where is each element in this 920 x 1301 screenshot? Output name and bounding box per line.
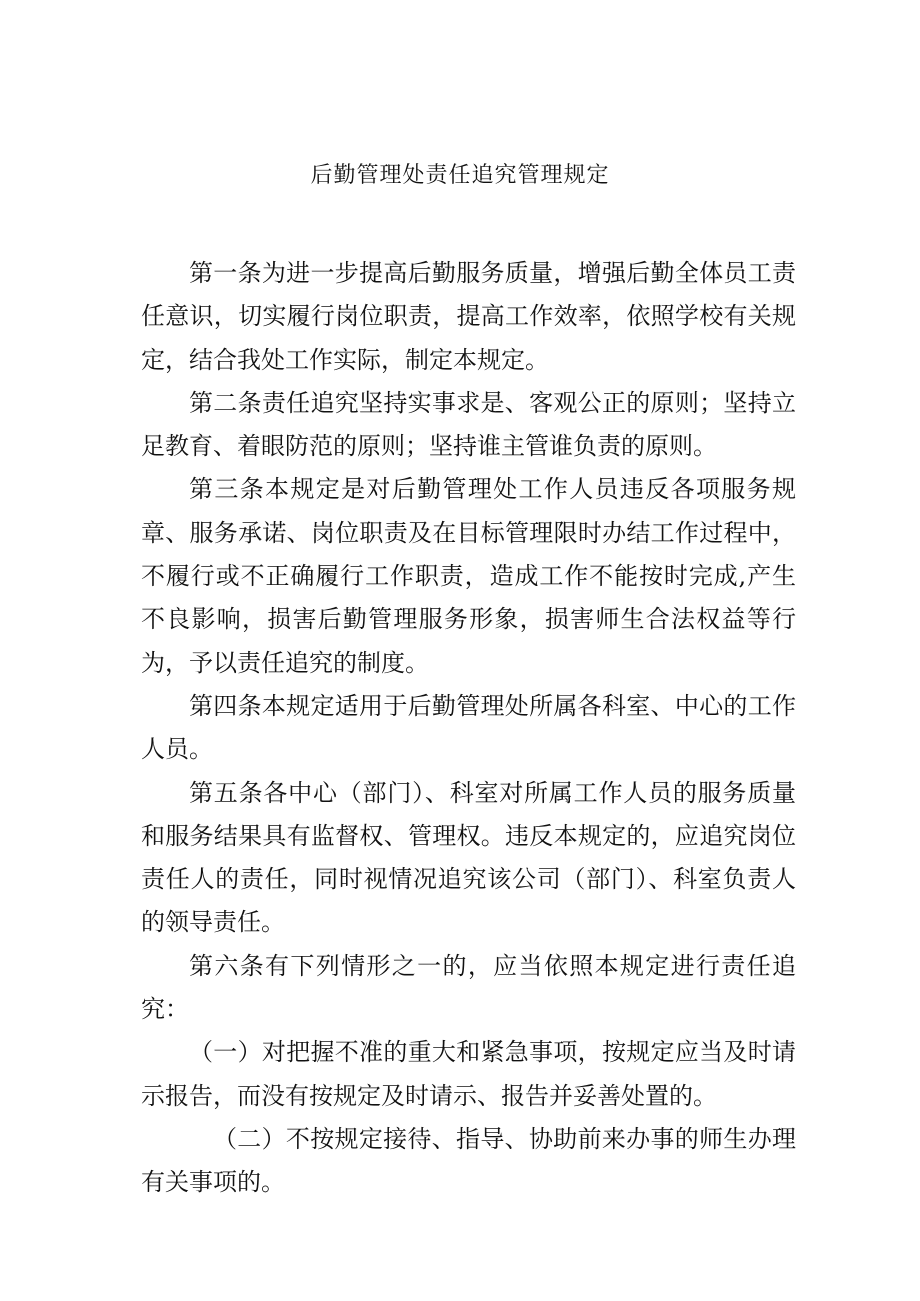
article-6-item-2: （二）不按规定接待、指导、协助前来办事的师生办理有关事项的。 (141, 1124, 796, 1197)
article-3: 第三条本规定是对后勤管理处工作人员违反各项服务规章、服务承诺、岗位职责及在目标管理限时办结工作过程中，不履行或不正确履行工作职责，造成工作不能按时完成,产生不良影响，损害后勤管理服务形象，损害师生合法权益等行为，予以责任追究的制度。 (141, 475, 796, 677)
article-4: 第四条本规定适用于后勤管理处所属各科室、中心的工作人员。 (141, 691, 796, 764)
document-title: 后勤管理处责任追究管理规定 (310, 163, 610, 188)
document-body (141, 252, 796, 1205)
article-6-item-1: （一）对把握不准的重大和紧急事项，按规定应当及时请示报告，而没有按规定及时请示、报告并妥善处置的。 (141, 1038, 796, 1110)
article-1: 第一条为进一步提高后勤服务质量，增强后勤全体员工责任意识，切实履行岗位职责，提高工作效率，依照学校有关规定，结合我处工作实际，制定本规定。 (141, 259, 796, 374)
article-5: 第五条各中心（部门）、科室对所属工作人员的服务质量和服务结果具有监督权、管理权。违反本规定的，应追究岗位责任人的责任，同时视情况追究该公司（部门）、科室负责人的领导责任。 (141, 778, 796, 937)
article-2: 第二条责任追究坚持实事求是、客观公正的原则；坚持立足教育、着眼防范的原则；坚持谁主管谁负责的原则。 (141, 388, 796, 461)
article-6: 第六条有下列情形之一的，应当依照本规定进行责任追究： (141, 951, 796, 1024)
